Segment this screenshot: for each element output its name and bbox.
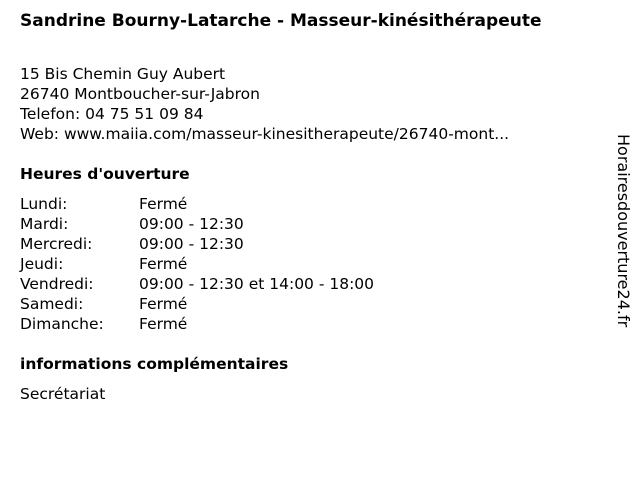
- hours-row-thursday: [20, 254, 580, 274]
- day-label: Jeudi:: [20, 255, 64, 273]
- hours-value: Fermé: [139, 315, 188, 333]
- additional-info-heading: informations complémentaires: [20, 355, 289, 373]
- watermark-text: Horairesdouverture24.fr: [614, 134, 633, 328]
- day-label: Lundi:: [20, 195, 68, 213]
- website-link[interactable]: Web: www.maiia.com/masseur-kinesitherapeute/26740-mont...: [20, 125, 510, 143]
- address-city: 26740 Montboucher-sur-Jabron: [20, 85, 260, 103]
- hours-row-monday: [20, 194, 580, 214]
- hours-value: Fermé: [139, 295, 188, 313]
- hours-row-saturday: [20, 294, 580, 314]
- day-label: Dimanche:: [20, 315, 104, 333]
- contact-block: [20, 64, 610, 144]
- day-label: Mercredi:: [20, 235, 93, 253]
- hours-row-sunday: [20, 314, 580, 334]
- hours-value: 09:00 - 12:30 et 14:00 - 18:00: [139, 275, 375, 293]
- additional-info-text: Secrétariat: [20, 385, 106, 403]
- day-label: Vendredi:: [20, 275, 94, 293]
- site-watermark: [612, 134, 634, 346]
- day-label: Samedi:: [20, 295, 84, 313]
- hours-value: Fermé: [139, 195, 188, 213]
- address-street: 15 Bis Chemin Guy Aubert: [20, 65, 226, 83]
- hours-value: 09:00 - 12:30: [139, 235, 244, 253]
- opening-hours-table: [20, 194, 580, 334]
- day-label: Mardi:: [20, 215, 69, 233]
- hours-row-wednesday: [20, 234, 580, 254]
- hours-value: 09:00 - 12:30: [139, 215, 244, 233]
- business-title: Sandrine Bourny-Latarche - Masseur-kinésithérapeute: [20, 11, 542, 31]
- hours-row-tuesday: [20, 214, 580, 234]
- opening-hours-heading: Heures d'ouverture: [20, 165, 190, 183]
- phone-number: Telefon: 04 75 51 09 84: [20, 105, 204, 123]
- hours-value: Fermé: [139, 255, 188, 273]
- hours-row-friday: [20, 274, 580, 294]
